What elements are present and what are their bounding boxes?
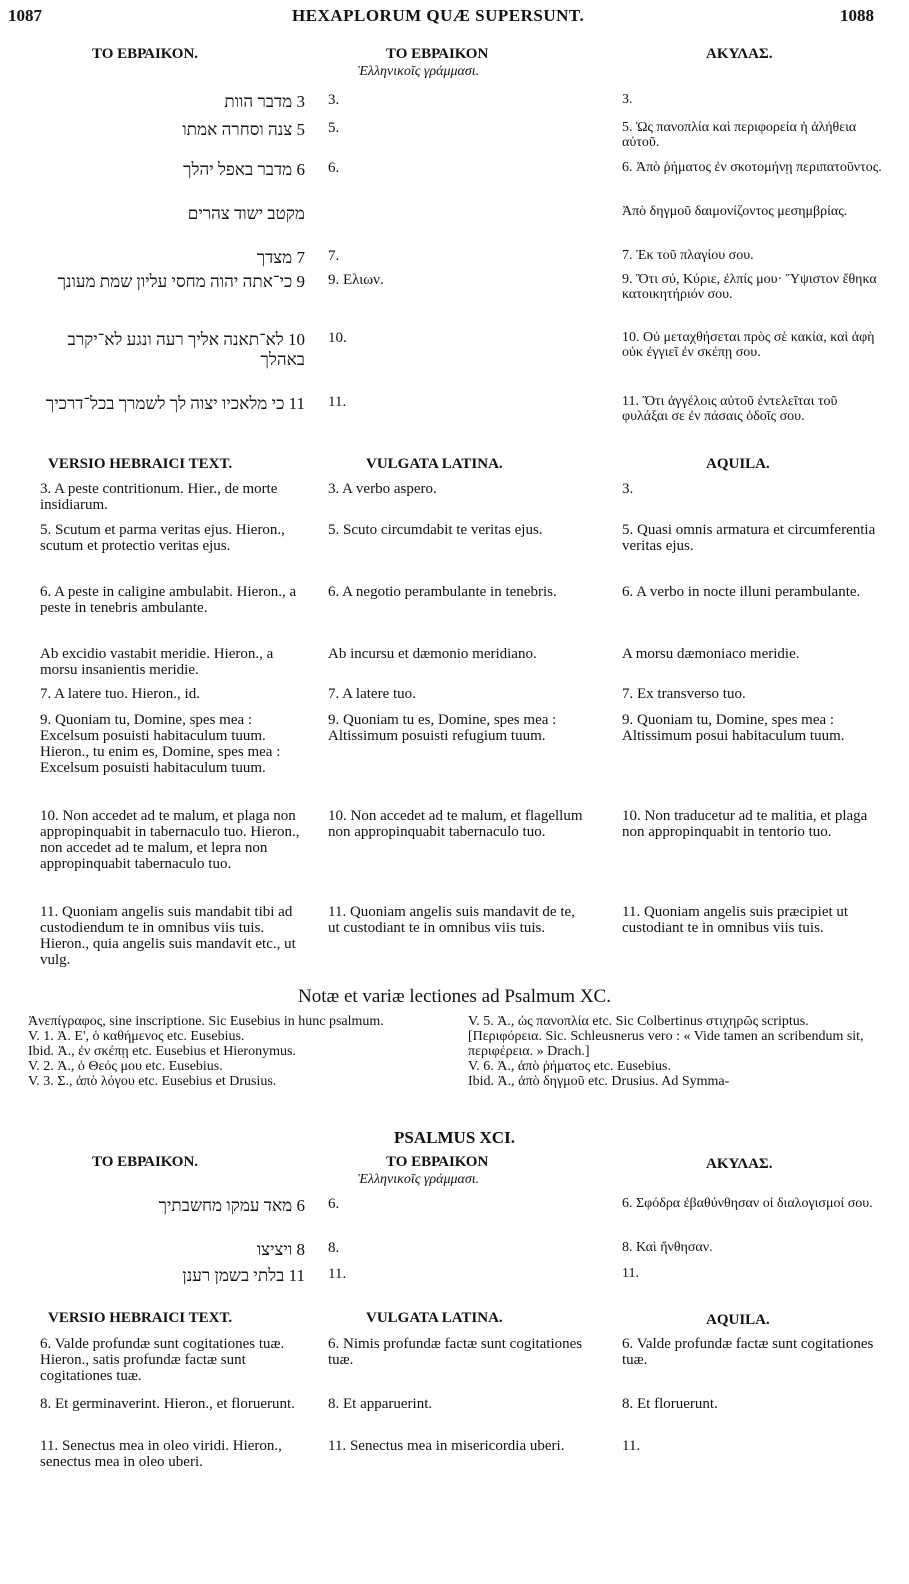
heading-aquila-latin: AQUILA.	[706, 1312, 770, 1328]
aquila-greek-text: 6. Ἀπὸ ῥήματος ἐν σκοτομήνῃ περιπατοῦντος.	[622, 160, 882, 175]
heading-aquila: ΑΚΥΛΑΣ.	[706, 1156, 773, 1172]
hebrew-text: 8 ויציצו	[256, 1240, 305, 1259]
versio-text: 5. Scutum et parma veritas ejus. Hieron., scutum et protectio veritas ejus.	[40, 522, 285, 554]
aquila-latin-text: 5. Quasi omnis armatura et circumferentia veritas ejus.	[622, 522, 876, 554]
vulgata-text: 11. Quoniam angelis suis mandavit de te, ut custodiant te in omnibus viis tuis.	[328, 904, 575, 936]
note-line: Ibid. Ἀ., ἀπὸ δηγμοῦ etc. Drusius. Ad Symma-	[468, 1074, 730, 1089]
heading-aquila: ΑΚΥΛΑΣ.	[706, 46, 773, 62]
aquila-greek-text: 6. Σφόδρα ἐβαθύνθησαν οἱ διαλογισμοί σου.	[622, 1196, 873, 1211]
hebrew-text: 7 מצדך	[256, 248, 305, 267]
aquila-greek-text: 5. Ὡς πανοπλία καὶ περιφορεία ἡ ἀλήθεια αὐτοῦ.	[622, 120, 857, 150]
note-line: Ibid. Ἀ., ἐν σκέπῃ etc. Eusebius et Hieronymus.	[28, 1044, 296, 1059]
vulgata-text: 11. Senectus mea in misericordia uberi.	[328, 1438, 565, 1454]
versio-text: 7. A latere tuo. Hieron., id.	[40, 686, 200, 702]
aquila-latin-text: 7. Ex transverso tuo.	[622, 686, 746, 702]
vulgata-text: 7. A latere tuo.	[328, 686, 416, 702]
transliteration-text: 8.	[328, 1240, 340, 1256]
transliteration-text: 7.	[328, 248, 340, 264]
note-line: V. 2. Ἀ., ὁ Θεός μου etc. Eusebius.	[28, 1059, 223, 1074]
transliteration-text: 11.	[328, 394, 347, 410]
hebrew-text: מקטב ישוד צהרים	[187, 204, 305, 223]
notes-left-column	[28, 1014, 468, 1089]
vulgata-text: 9. Quoniam tu es, Domine, spes mea : Altissimum posuisti refugium tuum.	[328, 712, 557, 744]
vulgata-text: 5. Scuto circumdabit te veritas ejus.	[328, 522, 543, 538]
heading-transliteration-sub: Ἑλληνικοῖς γράμμασι.	[358, 64, 480, 79]
transliteration-text: 6.	[328, 1196, 340, 1212]
heading-transliteration: ΤΟ ΕΒΡΑΙΚΟΝ	[386, 46, 489, 62]
versio-text: Ab excidio vastabit meridie. Hieron., a morsu insanientis meridie.	[40, 646, 274, 678]
versio-text: 10. Non accedet ad te malum, et plaga non appropinquabit in tabernaculo tuo. Hieron., non accedet ad te malum, et lepra non appropinquabit tabernaculo tuo.	[40, 808, 300, 872]
hebrew-text: 9 כי־אתה יהוה מחסי עליון שמת מעונך	[57, 272, 305, 291]
heading-aquila-latin: AQUILA.	[706, 456, 770, 472]
aquila-latin-text: 11.	[622, 1438, 641, 1454]
aquila-latin-text: A morsu dæmoniaco meridie.	[622, 646, 800, 662]
hebrew-text: 6 מדבר באפל יהלך	[183, 160, 305, 179]
heading-versio: VERSIO HEBRAICI TEXT.	[48, 456, 233, 472]
hebrew-text: 6 מאד עמקו מחשבתיך	[158, 1196, 305, 1215]
heading-transliteration-sub: Ἑλληνικοῖς γράμμασι.	[358, 1172, 480, 1187]
psalm-title: PSALMUS XCI.	[394, 1128, 515, 1147]
aquila-latin-text: 10. Non traducetur ad te malitia, et plaga non appropinquabit in tentorio tuo.	[622, 808, 868, 840]
vulgata-text: 8. Et apparuerint.	[328, 1396, 433, 1412]
versio-text: 6. A peste in caligine ambulabit. Hieron., a peste in tenebris ambulante.	[40, 584, 297, 616]
hebrew-text: 11 כי מלאכיו יצוה לך לשמרך בכל־דרכיך	[45, 394, 305, 413]
versio-text: 3. A peste contritionum. Hier., de morte insidiarum.	[40, 481, 278, 513]
hebrew-text: 11 בלתי בשמן רענן	[182, 1266, 305, 1285]
aquila-greek-text: 7. Ἐκ τοῦ πλαγίου σου.	[622, 248, 754, 263]
aquila-latin-text: 8. Et floruerunt.	[622, 1396, 718, 1412]
aquila-greek-text: 9. Ὅτι σύ, Κύριε, ἐλπίς μου· Ὕψιστον ἔθηκα κατοικητήριόν σου.	[622, 272, 877, 302]
heading-hebrew: ΤΟ ΕΒΡΑΙΚΟΝ.	[92, 1154, 199, 1170]
heading-hebrew: ΤΟ ΕΒΡΑΙΚΟΝ.	[92, 46, 199, 62]
hebrew-text: 5 צנה וסחרה אמתו	[182, 120, 305, 139]
notes-title: Notæ et variæ lectiones ad Psalmum XC.	[298, 986, 611, 1007]
hebrew-text: 3 מדבר הוות	[224, 92, 305, 111]
aquila-greek-text: 8. Καὶ ἤνθησαν.	[622, 1240, 713, 1255]
note-line: Ἀνεπίγραφος, sine inscriptione. Sic Eusebius in hunc psalmum.	[28, 1014, 384, 1029]
versio-text: 11. Quoniam angelis suis mandabit tibi ad custodiendum te in omnibus viis tuis. Hieron., quia angelis suis mandavit etc., ut vulg.	[40, 904, 296, 968]
notes-right-column	[468, 1014, 884, 1089]
note-line: V. 1. Ἀ. Ε', ὁ καθήμενος etc. Eusebius.	[28, 1029, 245, 1044]
transliteration-text: 11.	[328, 1266, 347, 1282]
versio-text: 8. Et germinaverint. Hieron., et floruerunt.	[40, 1396, 295, 1412]
transliteration-text: 6.	[328, 160, 340, 176]
vulgata-text: 3. A verbo aspero.	[328, 481, 437, 497]
aquila-greek-text: 11.	[622, 1266, 639, 1281]
note-line: V. 6. Ἀ., ἀπὸ ῥήματος etc. Eusebius.	[468, 1059, 672, 1074]
vulgata-text: 10. Non accedet ad te malum, et flagellum non appropinquabit tabernaculo tuo.	[328, 808, 583, 840]
heading-transliteration: ΤΟ ΕΒΡΑΙΚΟΝ	[386, 1154, 489, 1170]
transliteration-text: 3.	[328, 92, 340, 108]
vulgata-text: Ab incursu et dæmonio meridiano.	[328, 646, 537, 662]
vulgata-text: 6. A negotio perambulante in tenebris.	[328, 584, 557, 600]
page-number-right: 1088	[840, 6, 874, 25]
aquila-latin-text: 6. Valde profundæ factæ sunt cogitationes tuæ.	[622, 1336, 874, 1368]
aquila-greek-text: 11. Ὅτι ἀγγέλοις αὐτοῦ ἐντελεῖται τοῦ φυλάξαι σε ἐν πάσαις ὁδοῖς σου.	[622, 394, 838, 424]
aquila-greek-text: Ἀπὸ δηγμοῦ δαιμονίζοντος μεσημβρίας.	[622, 204, 848, 219]
versio-text: 6. Valde profundæ sunt cogitationes tuæ. Hieron., satis profundæ factæ sunt cogitationes tuæ.	[40, 1336, 285, 1384]
vulgata-text: 6. Nimis profundæ factæ sunt cogitationes tuæ.	[328, 1336, 583, 1368]
aquila-latin-text: 11. Quoniam angelis suis præcipiet ut custodiant te in omnibus viis tuis.	[622, 904, 849, 936]
transliteration-text: 5.	[328, 120, 340, 136]
note-line: V. 5. Ἀ., ὡς πανοπλία etc. Sic Colbertinus στιχηρῶς scriptus. [Περιφόρεια. Sic. Schleusnerus vero : « Vide tamen an scribendum sit, περιφέρεια. » Drach.]	[468, 1014, 864, 1059]
transliteration-text: 10.	[328, 330, 347, 346]
aquila-latin-text: 3.	[622, 481, 634, 497]
aquila-latin-text: 6. A verbo in nocte illuni perambulante.	[622, 584, 861, 600]
aquila-latin-text: 9. Quoniam tu, Domine, spes mea : Altissimum posui habitaculum tuum.	[622, 712, 845, 744]
aquila-greek-text: 10. Οὐ μεταχθήσεται πρὸς σὲ κακία, καὶ ἀφὴ οὐκ ἐγγιεῖ ἐν σκέπῃ σου.	[622, 330, 875, 360]
page-number-left: 1087	[8, 6, 42, 25]
versio-text: 9. Quoniam tu, Domine, spes mea : Excelsum posuisti habitaculum tuum. Hieron., tu enim es, Domine, spes mea : Excelsum posuisti habitaculum tuum.	[40, 712, 281, 776]
heading-vulgata: VULGATA LATINA.	[366, 1310, 503, 1326]
heading-versio: VERSIO HEBRAICI TEXT.	[48, 1310, 233, 1326]
heading-vulgata: VULGATA LATINA.	[366, 456, 503, 472]
hebrew-text: 10 לא־תאנה אליך רעה ונגע לא־יקרב באהלך	[67, 330, 305, 369]
versio-text: 11. Senectus mea in oleo viridi. Hieron., senectus mea in oleo uberi.	[40, 1438, 282, 1470]
aquila-greek-text: 3.	[622, 92, 633, 107]
running-title: HEXAPLORUM QUÆ SUPERSUNT.	[292, 6, 585, 25]
transliteration-text: 9. Ελιων.	[328, 272, 384, 288]
note-line: V. 3. Σ., ἀπὸ λόγου etc. Eusebius et Drusius.	[28, 1074, 277, 1089]
